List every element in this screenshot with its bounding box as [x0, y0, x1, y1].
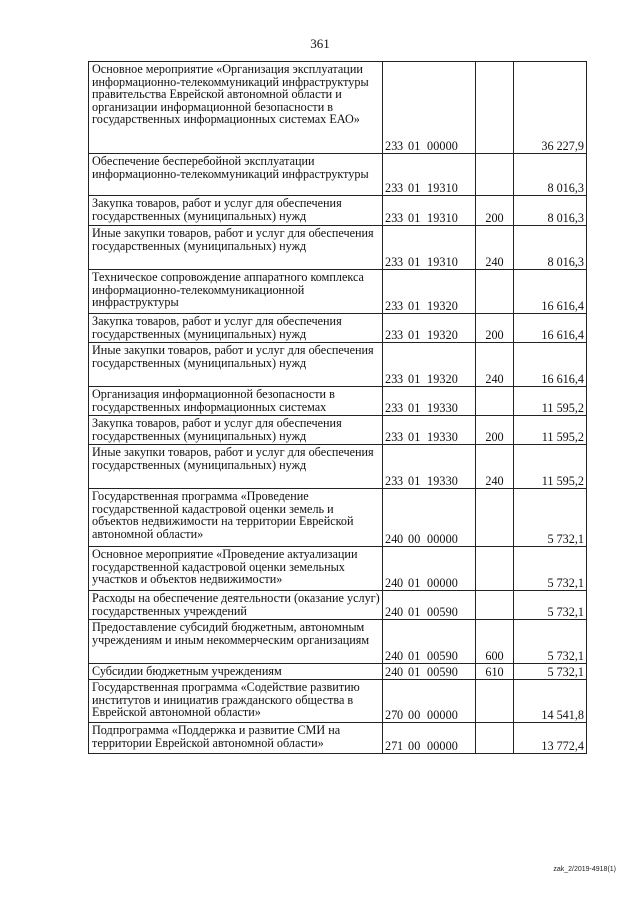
row-name: Субсидии бюджетным учреждениям [89, 664, 383, 680]
code-part: 3 [397, 299, 404, 314]
row-expense-type: 200 [476, 416, 514, 445]
row-code [383, 270, 476, 314]
code-part: 24 [385, 576, 398, 591]
code-part: 00 [408, 739, 421, 754]
row-name: Закупка товаров, работ и услуг для обеспечения государственных (муниципальных) нужд [89, 314, 383, 343]
page-number: 361 [310, 36, 330, 51]
code-part: 19310 [427, 255, 458, 270]
row-code [383, 445, 476, 489]
code-part: 23 [385, 474, 398, 489]
code-part: 19310 [427, 211, 458, 226]
code-part: 00000 [427, 532, 458, 547]
row-amount: 8 016,3 [514, 196, 587, 226]
table-row [89, 270, 587, 314]
table-row [89, 387, 587, 416]
code-part: 0 [397, 576, 404, 591]
code-part: 01 [408, 299, 421, 314]
code-part: 3 [397, 139, 404, 154]
row-name: Закупка товаров, работ и услуг для обеспечения государственных (муниципальных) нужд [89, 416, 383, 445]
code-part: 23 [385, 181, 398, 196]
row-code [383, 664, 476, 680]
code-part: 0 [397, 605, 404, 620]
row-expense-type [476, 270, 514, 314]
row-name: Иные закупки товаров, работ и услуг для обеспечения государственных (муниципальных) нужд [89, 445, 383, 489]
row-code [383, 314, 476, 343]
code-part: 24 [385, 532, 398, 547]
table-row [89, 416, 587, 445]
code-part: 00000 [427, 139, 458, 154]
row-name: Государственная программа «Содействие развитию институтов и инициатив гражданского общества в Еврейской автономной области» [89, 680, 383, 723]
row-amount: 16 616,4 [514, 314, 587, 343]
table-row [89, 62, 587, 154]
row-code [383, 416, 476, 445]
code-part: 00000 [427, 708, 458, 723]
row-expense-type [476, 591, 514, 620]
code-part: 00000 [427, 576, 458, 591]
row-amount: 14 541,8 [514, 680, 587, 723]
row-code [383, 62, 476, 154]
row-expense-type: 600 [476, 620, 514, 664]
row-name: Иные закупки товаров, работ и услуг для обеспечения государственных (муниципальных) нужд [89, 226, 383, 270]
code-part: 27 [385, 739, 398, 754]
row-code [383, 196, 476, 226]
code-part: 01 [408, 255, 421, 270]
code-part: 01 [408, 211, 421, 226]
code-part: 24 [385, 665, 398, 680]
table-row [89, 314, 587, 343]
code-part: 23 [385, 328, 398, 343]
code-part: 01 [408, 139, 421, 154]
row-code [383, 343, 476, 387]
row-amount: 11 595,2 [514, 445, 587, 489]
code-part: 24 [385, 649, 398, 664]
code-part: 00590 [427, 649, 458, 664]
table-row [89, 620, 587, 664]
row-expense-type [476, 723, 514, 754]
row-name: Техническое сопровождение аппаратного комплекса информационно-телекоммуникационной инфраструктуры [89, 270, 383, 314]
code-part: 19320 [427, 372, 458, 387]
code-part: 00000 [427, 739, 458, 754]
row-name: Предоставление субсидий бюджетным, автономным учреждениям и иным некоммерческим организациям [89, 620, 383, 664]
code-part: 00590 [427, 605, 458, 620]
row-expense-type: 200 [476, 314, 514, 343]
table-row [89, 196, 587, 226]
row-name: Иные закупки товаров, работ и услуг для обеспечения государственных (муниципальных) нужд [89, 343, 383, 387]
row-expense-type [476, 387, 514, 416]
row-expense-type: 240 [476, 343, 514, 387]
code-part: 19320 [427, 328, 458, 343]
code-part: 01 [408, 328, 421, 343]
row-code [383, 547, 476, 591]
table-row [89, 547, 587, 591]
code-part: 00 [408, 532, 421, 547]
row-amount: 5 732,1 [514, 547, 587, 591]
budget-table [88, 61, 587, 754]
code-part: 23 [385, 211, 398, 226]
row-name: Основное мероприятие «Организация эксплуатации информационно-телекоммуникаций инфраструктуры правительства Еврейской автономной области и организации информационной безопасности в государственных информационных системах ЕАО» [89, 62, 383, 154]
row-amount: 8 016,3 [514, 226, 587, 270]
row-code [383, 226, 476, 270]
row-amount: 13 772,4 [514, 723, 587, 754]
document-footer-code: zak_2/2019-4918(1) [553, 866, 616, 873]
code-part: 0 [397, 532, 404, 547]
row-code [383, 591, 476, 620]
code-part: 23 [385, 401, 398, 416]
code-part: 0 [397, 708, 404, 723]
code-part: 01 [408, 576, 421, 591]
code-part: 1 [397, 739, 404, 754]
row-name: Закупка товаров, работ и услуг для обеспечения государственных (муниципальных) нужд [89, 196, 383, 226]
row-amount: 8 016,3 [514, 154, 587, 196]
code-part: 19330 [427, 401, 458, 416]
table-row [89, 591, 587, 620]
row-expense-type [476, 62, 514, 154]
row-amount: 16 616,4 [514, 343, 587, 387]
code-part: 24 [385, 605, 398, 620]
row-amount: 5 732,1 [514, 591, 587, 620]
row-expense-type [476, 154, 514, 196]
table-row [89, 154, 587, 196]
code-part: 01 [408, 649, 421, 664]
code-part: 00590 [427, 665, 458, 680]
row-code [383, 723, 476, 754]
row-name: Организация информационной безопасности в государственных информационных системах [89, 387, 383, 416]
code-part: 3 [397, 474, 404, 489]
code-part: 0 [397, 665, 404, 680]
row-amount: 5 732,1 [514, 489, 587, 547]
row-expense-type: 240 [476, 445, 514, 489]
row-code [383, 387, 476, 416]
code-part: 3 [397, 211, 404, 226]
row-expense-type: 610 [476, 664, 514, 680]
table-row [89, 445, 587, 489]
table-row [89, 680, 587, 723]
code-part: 01 [408, 605, 421, 620]
table-row [89, 664, 587, 680]
code-part: 01 [408, 430, 421, 445]
row-expense-type: 200 [476, 196, 514, 226]
code-part: 23 [385, 299, 398, 314]
row-expense-type [476, 547, 514, 591]
table-row [89, 343, 587, 387]
code-part: 3 [397, 372, 404, 387]
row-code [383, 154, 476, 196]
row-name: Основное мероприятие «Проведение актуализации государственной кадастровой оценки земельных участков и объектов недвижимости» [89, 547, 383, 591]
table-row [89, 489, 587, 547]
code-part: 23 [385, 139, 398, 154]
code-part: 23 [385, 372, 398, 387]
budget-table-body [89, 62, 587, 754]
row-amount: 16 616,4 [514, 270, 587, 314]
code-part: 23 [385, 255, 398, 270]
row-name: Подпрограмма «Поддержка и развитие СМИ на территории Еврейской автономной области» [89, 723, 383, 754]
code-part: 19320 [427, 299, 458, 314]
row-amount: 11 595,2 [514, 416, 587, 445]
row-expense-type [476, 489, 514, 547]
code-part: 01 [408, 665, 421, 680]
code-part: 01 [408, 474, 421, 489]
row-code [383, 620, 476, 664]
code-part: 01 [408, 372, 421, 387]
row-amount: 5 732,1 [514, 620, 587, 664]
code-part: 00 [408, 708, 421, 723]
code-part: 3 [397, 255, 404, 270]
code-part: 3 [397, 328, 404, 343]
row-expense-type: 240 [476, 226, 514, 270]
code-part: 27 [385, 708, 398, 723]
code-part: 19310 [427, 181, 458, 196]
code-part: 19330 [427, 474, 458, 489]
row-name: Расходы на обеспечение деятельности (оказание услуг) государственных учреждений [89, 591, 383, 620]
row-amount: 11 595,2 [514, 387, 587, 416]
row-expense-type [476, 680, 514, 723]
row-amount: 5 732,1 [514, 664, 587, 680]
row-name: Государственная программа «Проведение государственной кадастровой оценки земель и объектов недвижимости на территории Еврейской автономной области» [89, 489, 383, 547]
code-part: 0 [397, 649, 404, 664]
row-code [383, 489, 476, 547]
code-part: 23 [385, 430, 398, 445]
code-part: 01 [408, 401, 421, 416]
code-part: 3 [397, 181, 404, 196]
code-part: 3 [397, 430, 404, 445]
code-part: 3 [397, 401, 404, 416]
row-code [383, 680, 476, 723]
row-amount: 36 227,9 [514, 62, 587, 154]
table-row [89, 723, 587, 754]
row-name: Обеспечение бесперебойной эксплуатации информационно-телекоммуникаций инфраструктуры [89, 154, 383, 196]
code-part: 19330 [427, 430, 458, 445]
code-part: 01 [408, 181, 421, 196]
table-row [89, 226, 587, 270]
